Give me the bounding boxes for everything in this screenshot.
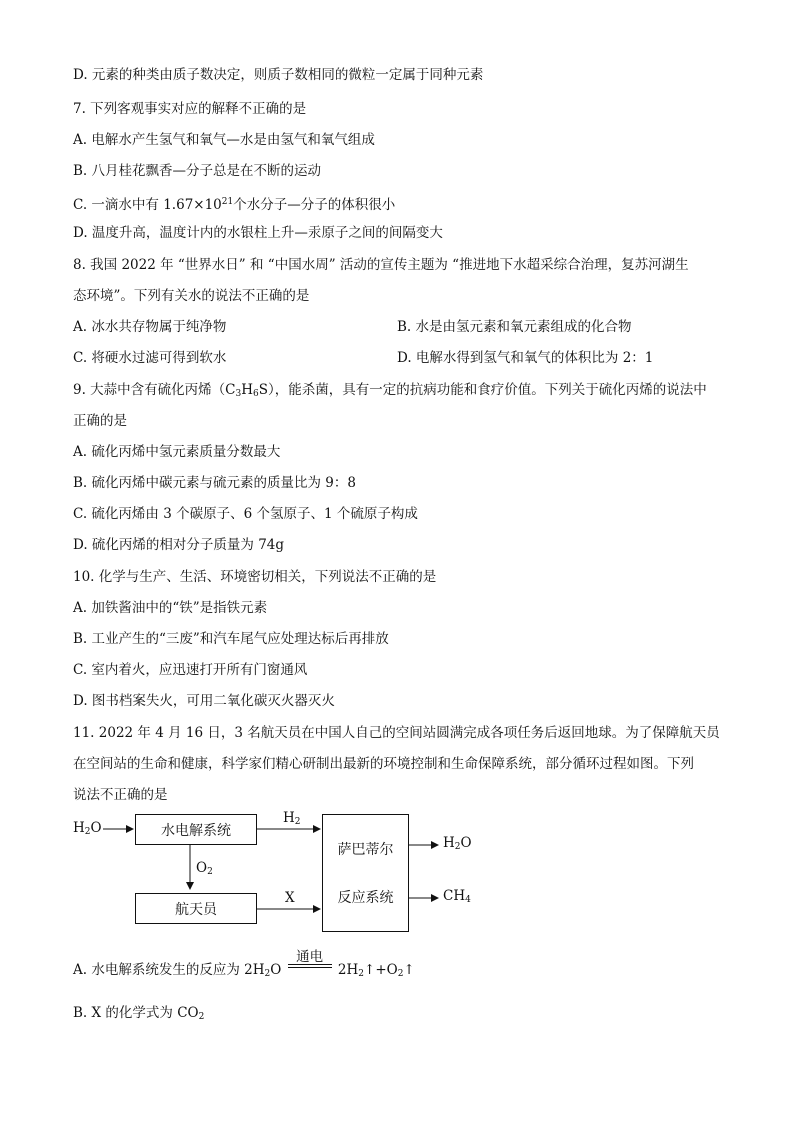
q7-option-c-post: 个水分子—分子的体积很小 (233, 197, 396, 213)
label-o2: $O_2$ (196, 860, 213, 877)
q7-option-c-pre: C. 一滴水中有 1.67×10 (73, 197, 222, 213)
q7-option-d: D. 温度升高，温度计内的水银柱上升—汞原子之间的间隔变大 (73, 225, 443, 241)
q11-option-b-sub: 2 (198, 1012, 205, 1022)
q9-option-c: C. 硫化丙烯由 3 个碳原子、6 个氢原子、1 个硫原子构成 (73, 506, 418, 522)
q11-option-b-pre: B. X 的化学式为 CO (73, 1005, 199, 1021)
box-sabatier-reaction (322, 814, 409, 932)
q7-option-b: B. 八月桂花飘香—分子总是在不断的运动 (73, 163, 322, 179)
q11-option-a-pre: A. 水电解系统发生的反应为 2H (73, 962, 265, 978)
diagram-arrows (70, 808, 490, 938)
q10-option-a: A. 加铁酱油中的“铁”是指铁元素 (73, 600, 268, 616)
equals-line-top (288, 964, 332, 965)
q7-option-a: A. 电解水产生氢气和氧气—水是由氢气和氧气组成 (73, 132, 375, 148)
q8-option-c: C. 将硬水过滤可得到软水 (73, 350, 227, 366)
q8-option-d: D. 电解水得到氢气和氧气的体积比为 2：1 (397, 350, 654, 366)
q9-stem-post: S），能杀菌，具有一定的抗病功能和食疗价值。下列关于硫化丙烯的说法中 (258, 382, 707, 398)
reaction-condition (288, 948, 332, 974)
sabatier-line1: 萨巴蒂尔 (337, 842, 394, 858)
label-x: X (285, 890, 295, 906)
q7-option-c (73, 193, 395, 214)
life-support-cycle-diagram (70, 808, 490, 938)
q9-option-a: A. 硫化丙烯中氢元素质量分数最大 (73, 444, 281, 460)
q7-stem: 7. 下列客观事实对应的解释不正确的是 (73, 101, 307, 117)
sabatier-line2: 反应系统 (337, 890, 394, 906)
q6-option-d: D. 元素的种类由质子数决定，则质子数相同的微粒一定属于同种元素 (73, 67, 484, 83)
q11-option-b (73, 1004, 204, 1026)
q9-option-b: B. 硫化丙烯中碳元素与硫元素的质量比为 9：8 (73, 475, 356, 491)
q11-stem-line3: 说法不正确的是 (73, 787, 168, 803)
q9-h: H (241, 382, 254, 398)
q8-stem-line1: 8. 我国 2022 年 “世界水日” 和 “中国水周” 活动的宣传主题为 “推进地下水超采综合治理，复苏河湖生 (73, 257, 689, 273)
box-astronaut: 航天员 (135, 893, 257, 924)
q9-stem-pre: 9. 大蒜中含有硫化丙烯（C (73, 382, 236, 398)
equals-line-bottom (288, 967, 332, 968)
q8-stem-line2: 态环境”。下列有关水的说法不正确的是 (73, 288, 310, 304)
q10-option-c: C. 室内着火，应迅速打开所有门窗通风 (73, 662, 308, 678)
q7-option-c-exp: 21 (221, 197, 234, 207)
q11-option-a: A. 水电解系统发生的反应为 $2H_2O$ 通电 $2H_2↑+O_2↑$ (73, 948, 415, 974)
q9-option-d: D. 硫化丙烯的相对分子质量为 74g (73, 537, 285, 553)
condition-electrify: 通电 (296, 949, 324, 965)
label-water-output: $H_2O$ (443, 835, 472, 852)
q10-option-d: D. 图书档案失火，可用二氧化碳灭火器灭火 (73, 693, 335, 709)
q8-option-b: B. 水是由氢元素和氧元素组成的化合物 (397, 319, 632, 335)
q9-stem-line1 (73, 381, 707, 403)
q11-stem-line1: 11. 2022 年 4 月 16 日，3 名航天员在中国人自己的空间站圆满完成各项任务后返回地球。为了保障航天员 (73, 725, 720, 741)
label-methane-output: $CH_4$ (443, 888, 471, 905)
q9-stem-line2: 正确的是 (73, 413, 127, 429)
label-water-input: $H_2O$ (73, 820, 102, 837)
q10-stem: 10. 化学与生产、生活、环境密切相关，下列说法不正确的是 (73, 569, 437, 585)
q10-option-b: B. 工业产生的“三废”和汽车尾气应处理达标后再排放 (73, 631, 389, 647)
q8-option-a: A. 冰水共存物属于纯净物 (73, 319, 227, 335)
q9-sub-h: 6 (253, 389, 259, 399)
q11-stem-line2: 在空间站的生命和健康，科学家们精心研制出最新的环境控制和生命保障系统，部分循环过程如图。下列 (73, 756, 694, 772)
label-h2: $H_2$ (283, 810, 301, 827)
q9-sub-c: 3 (235, 389, 242, 399)
box-water-electrolysis: 水电解系统 (135, 814, 257, 845)
